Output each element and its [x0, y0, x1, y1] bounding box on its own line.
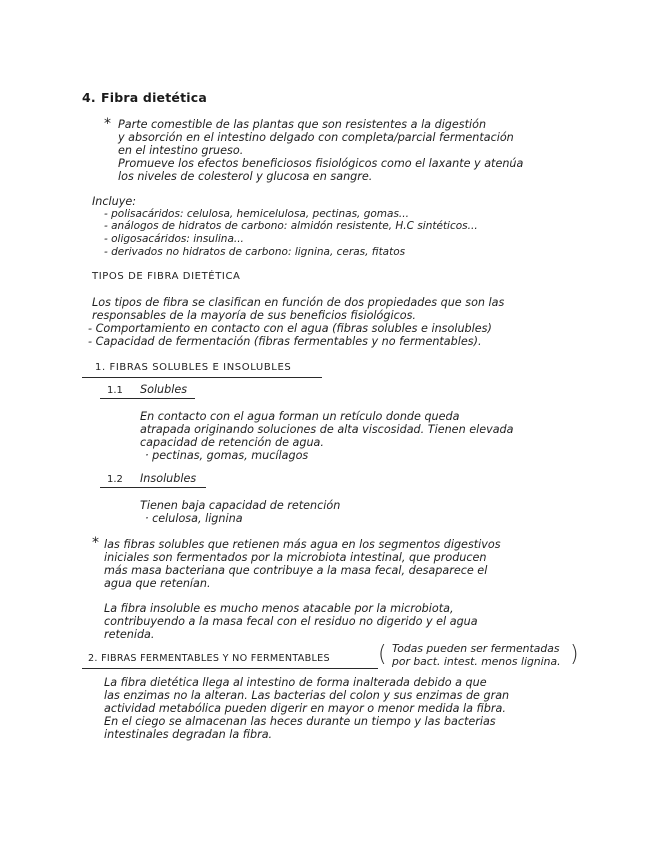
note-line: más masa bacteriana que contribuye a la masa fecal, desaparece el — [104, 564, 488, 577]
sub2-title: Insolubles — [140, 472, 197, 485]
section2-line: actividad metabólica pueden digerir en mayor o menor medida la fibra. — [104, 702, 506, 715]
section1-underline — [82, 377, 322, 378]
section2-line: intestinales degradan la fibra. — [104, 728, 273, 741]
intro-line: y absorción en el intestino delgado con completa/parcial fermentación — [118, 131, 514, 144]
sub2-number: 1.2 — [107, 474, 123, 485]
tipos-line: responsables de la mayoría de sus beneficios fisiológicos. — [92, 309, 416, 322]
page-title: Fibra dietética — [101, 90, 207, 105]
intro-line: en el intestino grueso. — [118, 144, 244, 157]
section2-underline — [82, 668, 378, 669]
aside-close-paren: ) — [570, 642, 579, 667]
tipos-line: Los tipos de fibra se clasifican en función de dos propiedades que son las — [92, 296, 505, 309]
sub1-line: capacidad de retención de agua. — [140, 436, 324, 449]
incluye-item: - análogos de hidratos de carbono: almidón resistente, H.C sintéticos... — [104, 220, 478, 232]
sub1-title: Solubles — [140, 383, 188, 396]
sub1-line: En contacto con el agua forman un retículo donde queda — [140, 410, 460, 423]
sub2-line: Tienen baja capacidad de retención — [140, 499, 341, 512]
section2-heading: 2. FIBRAS FERMENTABLES Y NO FERMENTABLES — [88, 653, 330, 664]
tipos-heading: TIPOS DE FIBRA DIETÉTICA — [92, 271, 241, 282]
note-line: iniciales son fermentados por la microbiota intestinal, que producen — [104, 551, 487, 564]
note-line: agua que retenían. — [104, 577, 211, 590]
incluye-label: Incluye: — [92, 195, 137, 208]
section2-line: La fibra dietética llega al intestino de forma inalterada debido a que — [104, 676, 487, 689]
sub1-line: · pectinas, gomas, mucílagos — [145, 449, 309, 462]
incluye-item: - oligosacáridos: insulina... — [104, 233, 244, 245]
incluye-item: - derivados no hidratos de carbono: lignina, ceras, fitatos — [104, 246, 406, 258]
sub1-number: 1.1 — [107, 385, 123, 396]
section1-heading: 1. FIBRAS SOLUBLES E INSOLUBLES — [95, 362, 292, 373]
insoluble-line: retenida. — [104, 628, 155, 641]
intro-line: los niveles de colesterol y glucosa en sangre. — [118, 170, 373, 183]
aside-open-paren: ( — [378, 642, 387, 667]
insoluble-line: La fibra insoluble es mucho menos atacable por la microbiota, — [104, 602, 454, 615]
insoluble-line: contribuyendo a la masa fecal con el residuo no digerido y el agua — [104, 615, 478, 628]
section2-line: En el ciego se almacenan las heces durante un tiempo y las bacterias — [104, 715, 496, 728]
aside-line: por bact. intest. menos lignina. — [392, 655, 561, 668]
sub2-underline — [100, 487, 206, 488]
section-number: 4. — [82, 90, 96, 105]
intro-bullet: * — [104, 116, 111, 132]
sub2-line: · celulosa, lignina — [145, 512, 243, 525]
note-line: las fibras solubles que retienen más agua en los segmentos digestivos — [104, 538, 501, 551]
tipos-line: - Capacidad de fermentación (fibras fermentables y no fermentables). — [88, 335, 482, 348]
incluye-item: - polisacáridos: celulosa, hemicelulosa, pectinas, gomas... — [104, 208, 409, 220]
intro-line: Parte comestible de las plantas que son resistentes a la digestión — [118, 118, 487, 131]
tipos-line: - Comportamiento en contacto con el agua (fibras solubles e insolubles) — [88, 322, 492, 335]
sub1-line: atrapada originando soluciones de alta viscosidad. Tienen elevada — [140, 423, 514, 436]
aside-line: Todas pueden ser fermentadas — [392, 642, 560, 655]
note-bullet: * — [92, 535, 99, 551]
sub1-underline — [100, 398, 195, 399]
intro-line: Promueve los efectos beneficiosos fisiológicos como el laxante y atenúa — [118, 157, 524, 170]
section2-line: las enzimas no la alteran. Las bacterias del colon y sus enzimas de gran — [104, 689, 510, 702]
